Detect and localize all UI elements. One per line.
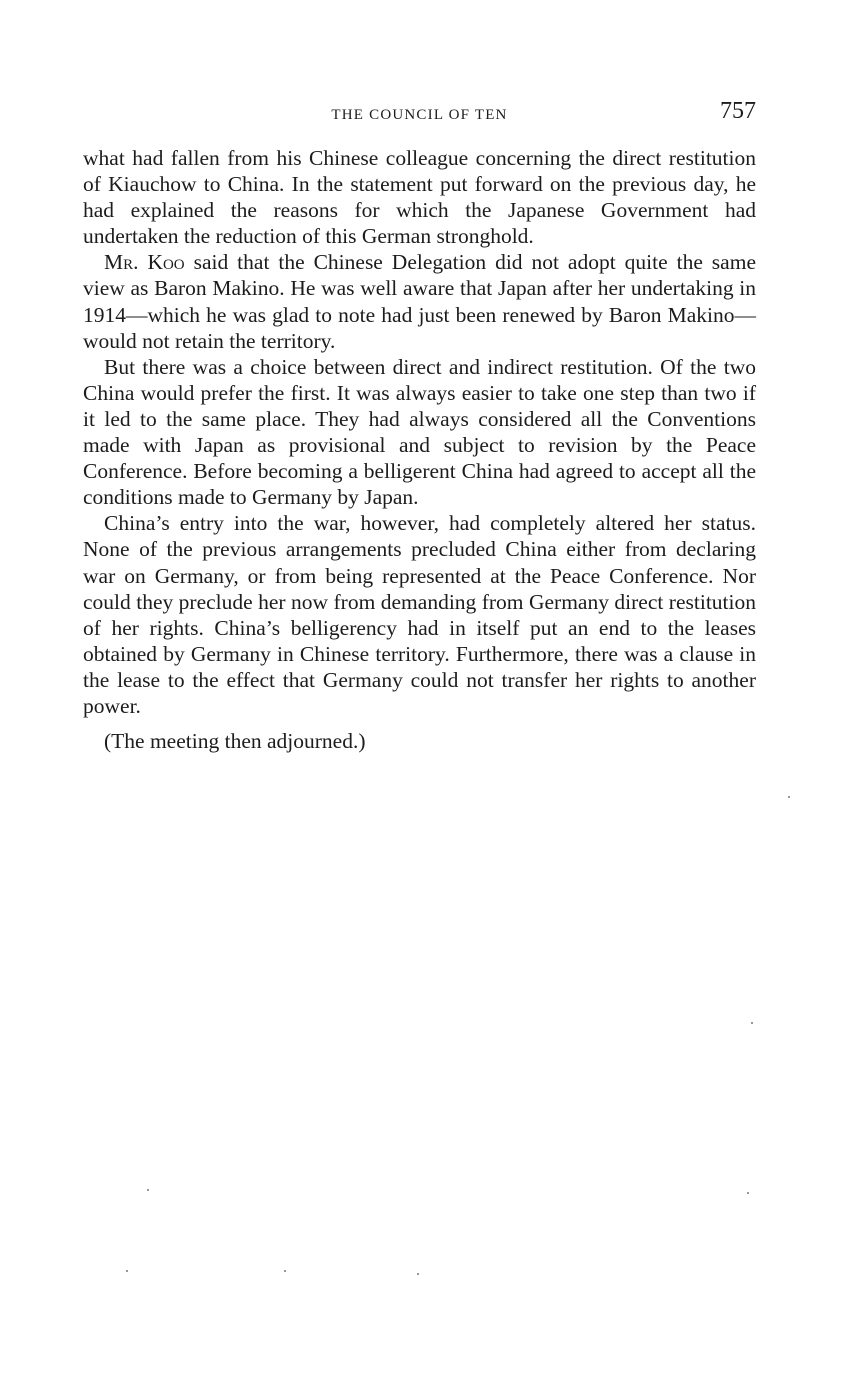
body-text (83, 145, 756, 754)
paragraph-koo-statement (83, 249, 756, 353)
page-number: 757 (720, 98, 756, 124)
running-header (83, 98, 756, 132)
scan-speck (147, 1189, 149, 1191)
scan-speck (788, 796, 790, 798)
paragraph-text: said that the Chinese Delegation did not adopt quite the same view as Baron Makino. He was well aware that Japan after her undertaking in 1914—which he was glad to note had just been renewed by Baron Makino—would not retain the territory. (83, 250, 756, 353)
paragraph-china-entry-war: China’s entry into the war, however, had completely altered her status. None of the previous arrangements precluded China either from declaring war on Germany, or from being represented at the Peace Conference. Nor could they preclude her now from demanding from Germany direct restitution of her rights. China’s belligerency had in itself put an end to the leases obtained by Germany in Chinese territory. Furthermore, there was a clause in the lease to the effect that Germany could not transfer her rights to another power. (83, 511, 756, 718)
scan-speck (751, 1022, 753, 1024)
scan-speck (126, 1270, 128, 1272)
speaker-name: Mr. Koo (104, 250, 185, 275)
scan-speck (747, 1192, 749, 1194)
scan-speck (284, 1270, 286, 1272)
paragraph-restitution-choice: But there was a choice between direct and indirect restitution. Of the two China would prefer the first. It was always easier to take one step than two if it led to the same place. They had always considered all the Conventions made with Japan as provisional and subject to revision by the Peace Conference. Before becoming a belligerent China had agreed to accept all the conditions made to Germany by Japan. (83, 354, 756, 510)
scan-speck (417, 1273, 419, 1275)
running-title: THE COUNCIL OF TEN (331, 107, 508, 123)
paragraph-continuation: what had fallen from his Chinese colleague concerning the direct restitution of Kiauchow to China. In the statement put forward on the previous day, he had explained the reasons for which the Japanese Government had undertaken the reduction of this German stronghold. (83, 146, 756, 249)
paragraph-adjournment-note: (The meeting then adjourned.) (104, 729, 366, 754)
